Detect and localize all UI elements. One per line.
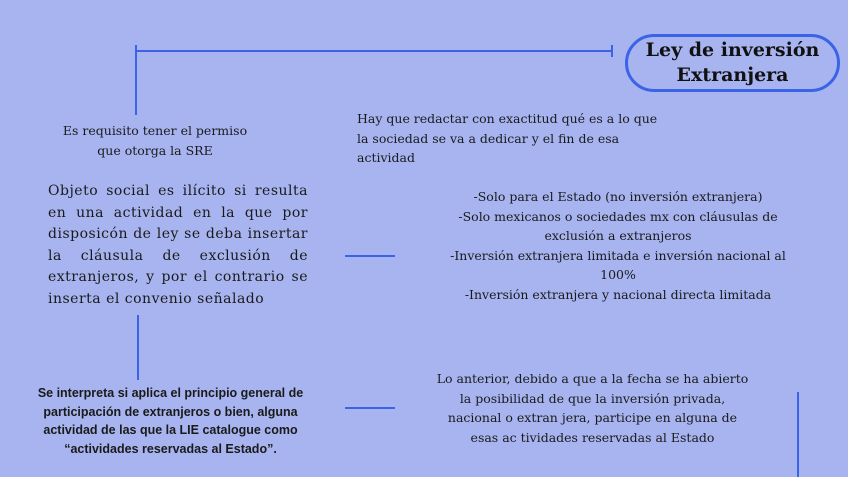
connector-top-horizontal — [135, 50, 613, 52]
connector-right-vertical — [797, 392, 799, 477]
interpreta-node: Se interpreta si aplica el principio general de participación de extranjeros o bien, alguna actividad de las que la LIE catalogue como “actividades reservadas al Estado”. — [37, 386, 304, 456]
connector-objeto-to-lista — [345, 255, 395, 257]
connector-interpreta-to-anterior — [345, 407, 395, 409]
anterior-node: Lo anterior, debido a que a la fecha se ha abierto la posibilidad de que la inversión privada, nacional o extran jera, participe en alguna de esas ac tividades reservadas al Estado — [436, 371, 749, 445]
title-node — [625, 34, 840, 92]
redactar-node: Hay que redactar con exactitud qué es a lo que la sociedad se va a dedicar y el fin de esa actividad — [357, 111, 658, 165]
title-text: Ley de inversión Extranjera — [645, 39, 820, 86]
objeto-node — [48, 181, 308, 310]
permit-node: Es requisito tener el permiso que otorga la SRE — [62, 123, 248, 158]
objeto-text: Objeto social es ilícito si resulta en una actividad en la que por disposicón de ley se deba insertar la cláusula de exclusión de extranjeros, y por el contrario se inserta el convenio señalado — [48, 183, 308, 307]
lista-node: -Solo para el Estado (no inversión extranjera) -Solo mexicanos o sociedades mx con cláusulas de exclusión a extranjeros -Inversión extranjera limitada e inversión nacional al 100% -Inversión extranjera y nacional directa limitada — [450, 189, 786, 302]
connector-top-right-tick — [611, 45, 613, 57]
connector-objeto-to-interpreta — [137, 315, 139, 380]
connector-left-vertical-top — [135, 50, 137, 115]
